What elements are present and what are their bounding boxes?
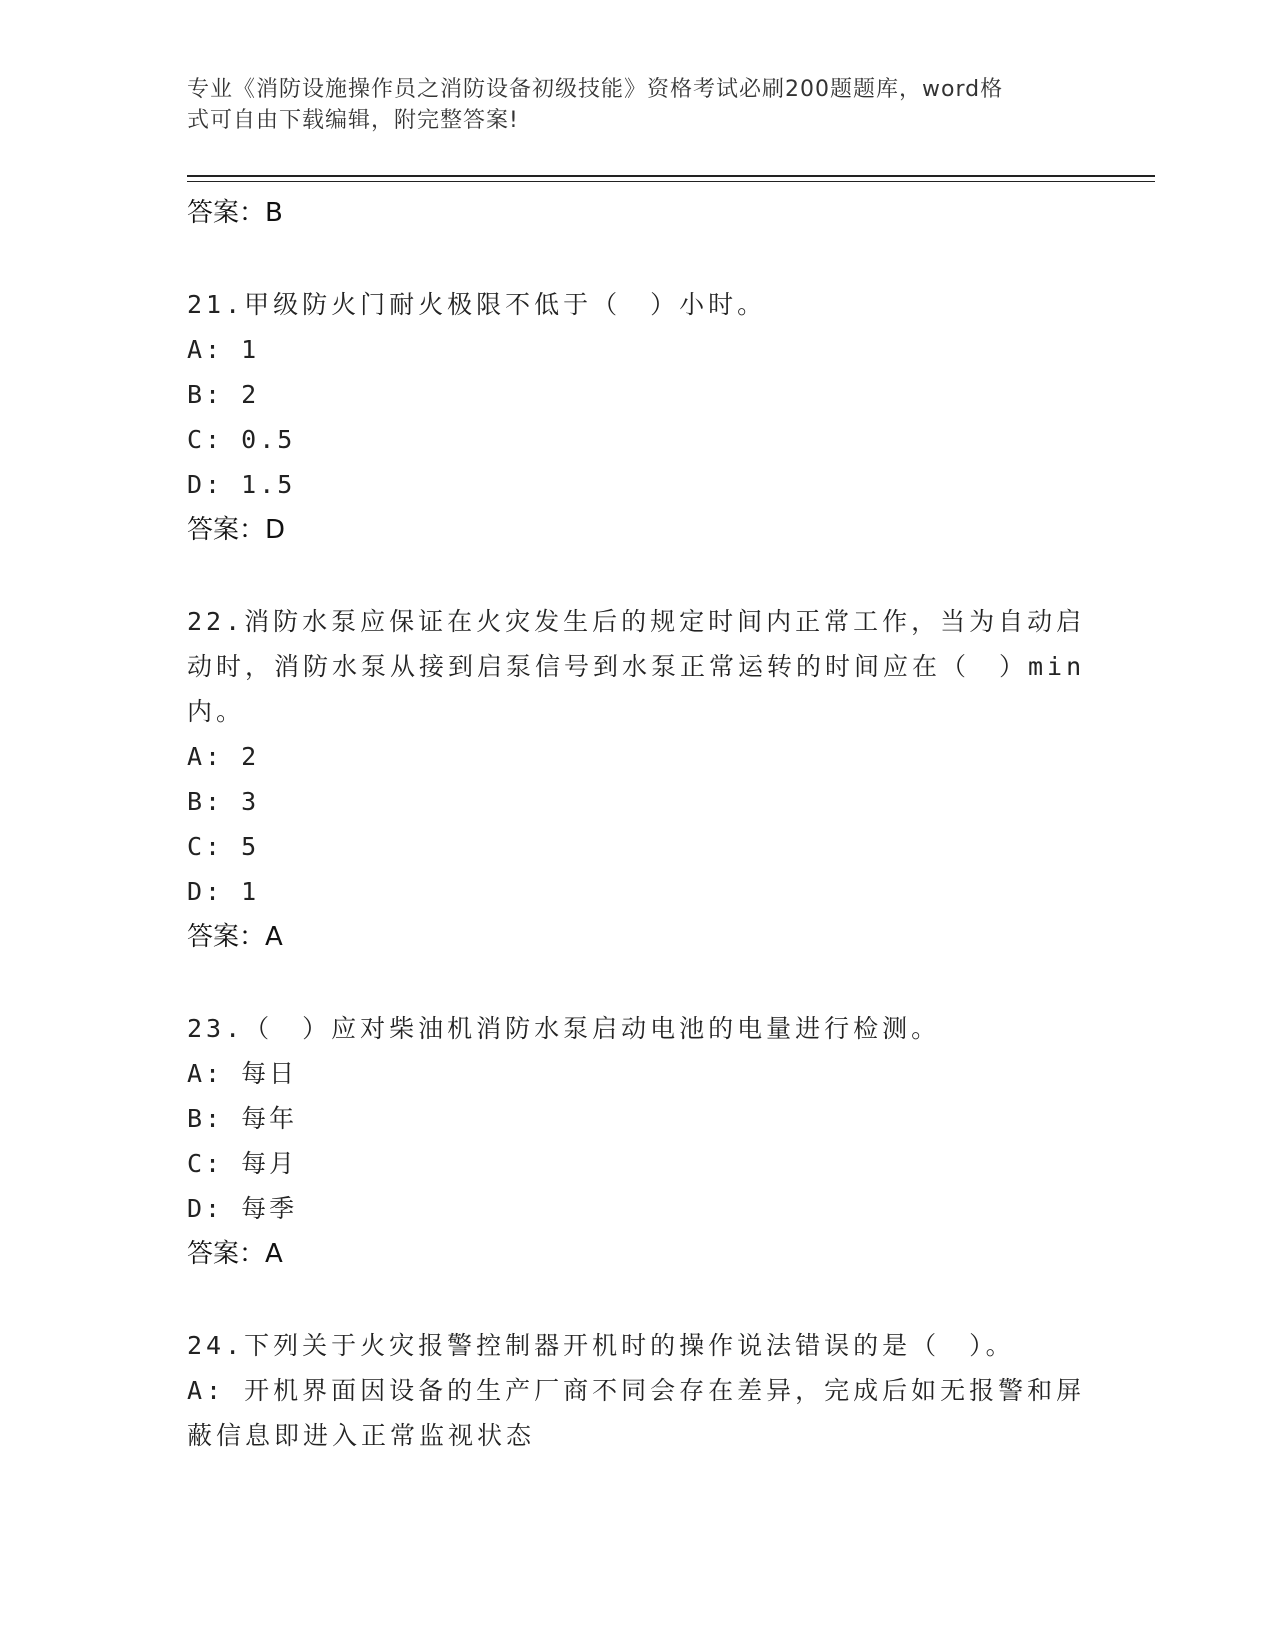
option-d: D: 1.5 [187,470,296,499]
spacer [187,1277,1087,1323]
answer-label: 答案：A [187,1239,283,1269]
spacer [187,553,1087,599]
header-divider-thick [187,175,1155,177]
option-c: C: 每月 [187,1149,298,1178]
answer-label: 答案：A [187,922,283,952]
question-text-line: 内。 [187,697,246,726]
question-block [187,1006,1087,1277]
option-a [187,1368,1087,1458]
answer-label: 答案：B [187,198,283,228]
question-text: 21.甲级防火门耐火极限不低于（ ）小时。 [187,290,767,319]
option-a: A: 2 [187,742,260,771]
option-c: C: 5 [187,832,260,861]
option-b: B: 每年 [187,1104,298,1133]
question-text: 24.下列关于火灾报警控制器开机时的操作说法错误的是（ ）。 [187,1331,1015,1360]
option-b: B: 3 [187,787,260,816]
spacer [187,960,1087,1006]
question-block [187,282,1087,553]
question-text-line: 动时，消防水泵从接到启泵信号到水泵正常运转的时间应在（ ）min [187,652,1086,681]
page-header [187,74,1087,136]
question-text: 23.（ ）应对柴油机消防水泵启动电池的电量进行检测。 [187,1014,941,1043]
option-b: B: 2 [187,380,260,409]
spacer [187,236,1087,282]
option-a-line: A: 开机界面因设备的生产厂商不同会存在差异，完成后如无报警和屏 [187,1376,1086,1405]
question-block [187,599,1087,960]
header-line-2: 式可自由下载编辑，附完整答案! [187,108,519,133]
question-text-line: 22.消防水泵应保证在火灾发生后的规定时间内正常工作，当为自动启 [187,607,1086,636]
question-list [187,190,1087,1458]
option-a-line: 蔽信息即进入正常监视状态 [187,1421,536,1450]
option-c: C: 0.5 [187,425,296,454]
option-a: A: 每日 [187,1059,298,1088]
question-text [187,599,1087,734]
option-d: D: 每季 [187,1194,298,1223]
answer-label: 答案：D [187,515,286,545]
option-a: A: 1 [187,335,260,364]
question-block [187,1323,1087,1458]
option-d: D: 1 [187,877,260,906]
header-divider-thin [187,181,1155,182]
header-line-1: 专业《消防设施操作员之消防设备初级技能》资格考试必刷200题题库，word格 [187,77,1004,102]
